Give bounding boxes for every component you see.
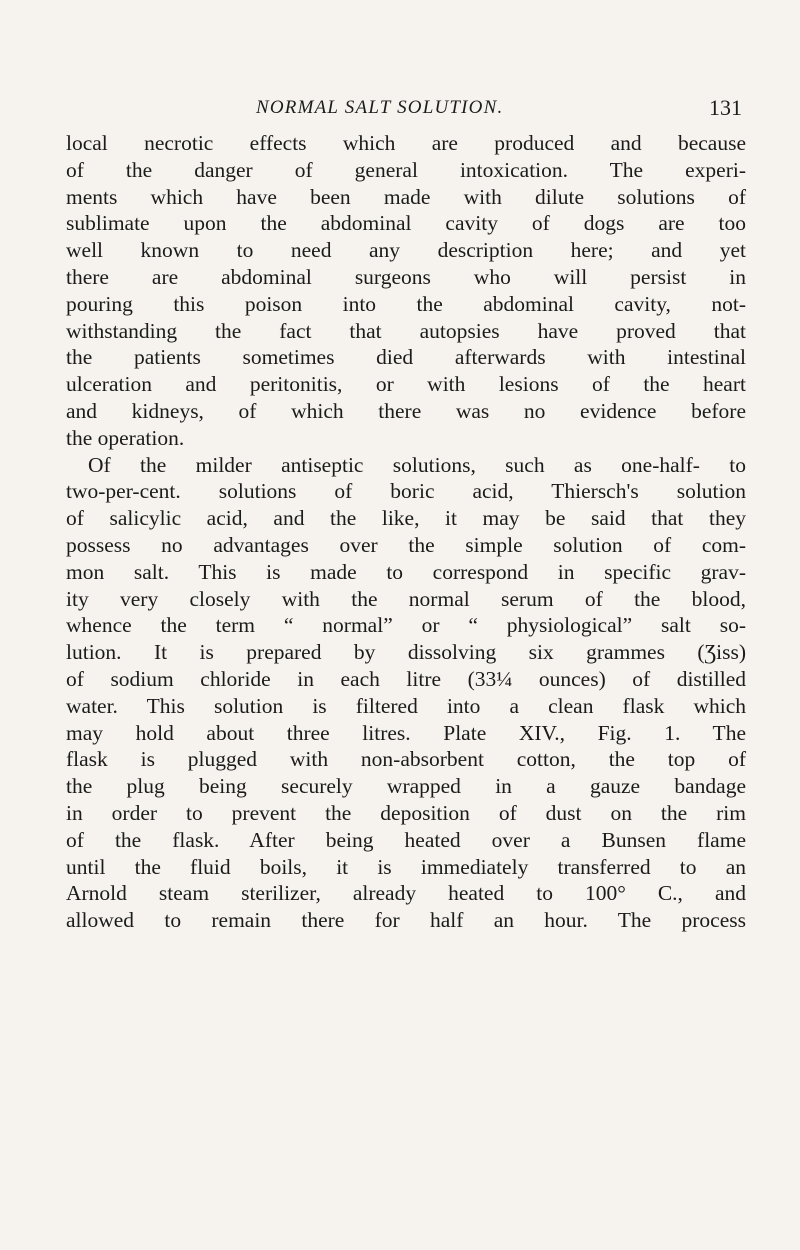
text-line: in order to prevent the deposition of dust on the rim (66, 800, 746, 825)
text-line: the plug being securely wrapped in a gauze bandage (66, 774, 746, 799)
text-line: withstanding the fact that autopsies have proved that (66, 318, 746, 343)
text-line: of salicylic acid, and the like, it may be said that they (66, 506, 746, 531)
text-line: ity very closely with the normal serum of the blood, (66, 586, 746, 611)
text-line: well known to need any description here; and yet (66, 238, 746, 263)
text-line: mon salt. This is made to correspond in specific grav- (66, 559, 746, 584)
text-line: of the danger of general intoxication. The experi- (66, 157, 746, 182)
text-line: the operation. (66, 425, 185, 450)
paragraph-2 (66, 452, 746, 934)
text-line: ulceration and peritonitis, or with lesions of the heart (66, 372, 746, 397)
body-text (66, 130, 746, 934)
page-number: 131 (709, 95, 742, 120)
text-line: and kidneys, of which there was no evidence before (66, 398, 746, 423)
text-line: sublimate upon the abdominal cavity of dogs are too (66, 211, 746, 236)
text-line: ments which have been made with dilute solutions of (66, 184, 746, 209)
text-line: possess no advantages over the simple solution of com- (66, 532, 746, 557)
running-head: NORMAL SALT SOLUTION. (256, 97, 504, 118)
text-line: may hold about three litres. Plate XIV., Fig. 1. The (66, 720, 746, 745)
text-line: of the flask. After being heated over a Bunsen flame (66, 827, 746, 852)
page-header (66, 91, 742, 125)
text-line: there are abdominal surgeons who will persist in (66, 264, 746, 289)
text-line: flask is plugged with non-absorbent cotton, the top of (66, 747, 746, 772)
text-line: allowed to remain there for half an hour. The process (66, 908, 746, 933)
text-line: the patients sometimes died afterwards with intestinal (66, 345, 746, 370)
text-line: local necrotic effects which are produced and because (66, 131, 746, 155)
text-line: Arnold steam sterilizer, already heated to 100° C., and (66, 881, 746, 906)
text-line: Of the milder antiseptic solutions, such as one-half- to (88, 452, 746, 477)
text-line: pouring this poison into the abdominal cavity, not- (66, 291, 746, 316)
paragraph-1 (66, 130, 746, 452)
text-line: until the fluid boils, it is immediately transferred to an (66, 854, 746, 879)
text-line: whence the term “ normal” or “ physiological” salt so- (66, 613, 746, 638)
text-line: lution. It is prepared by dissolving six grammes (Ʒiss) (66, 640, 746, 665)
text-line: water. This solution is filtered into a clean flask which (66, 693, 746, 718)
text-line: two-per-cent. solutions of boric acid, Thiersch's solution (66, 479, 746, 504)
text-line: of sodium chloride in each litre (33¼ ounces) of distilled (66, 666, 746, 691)
